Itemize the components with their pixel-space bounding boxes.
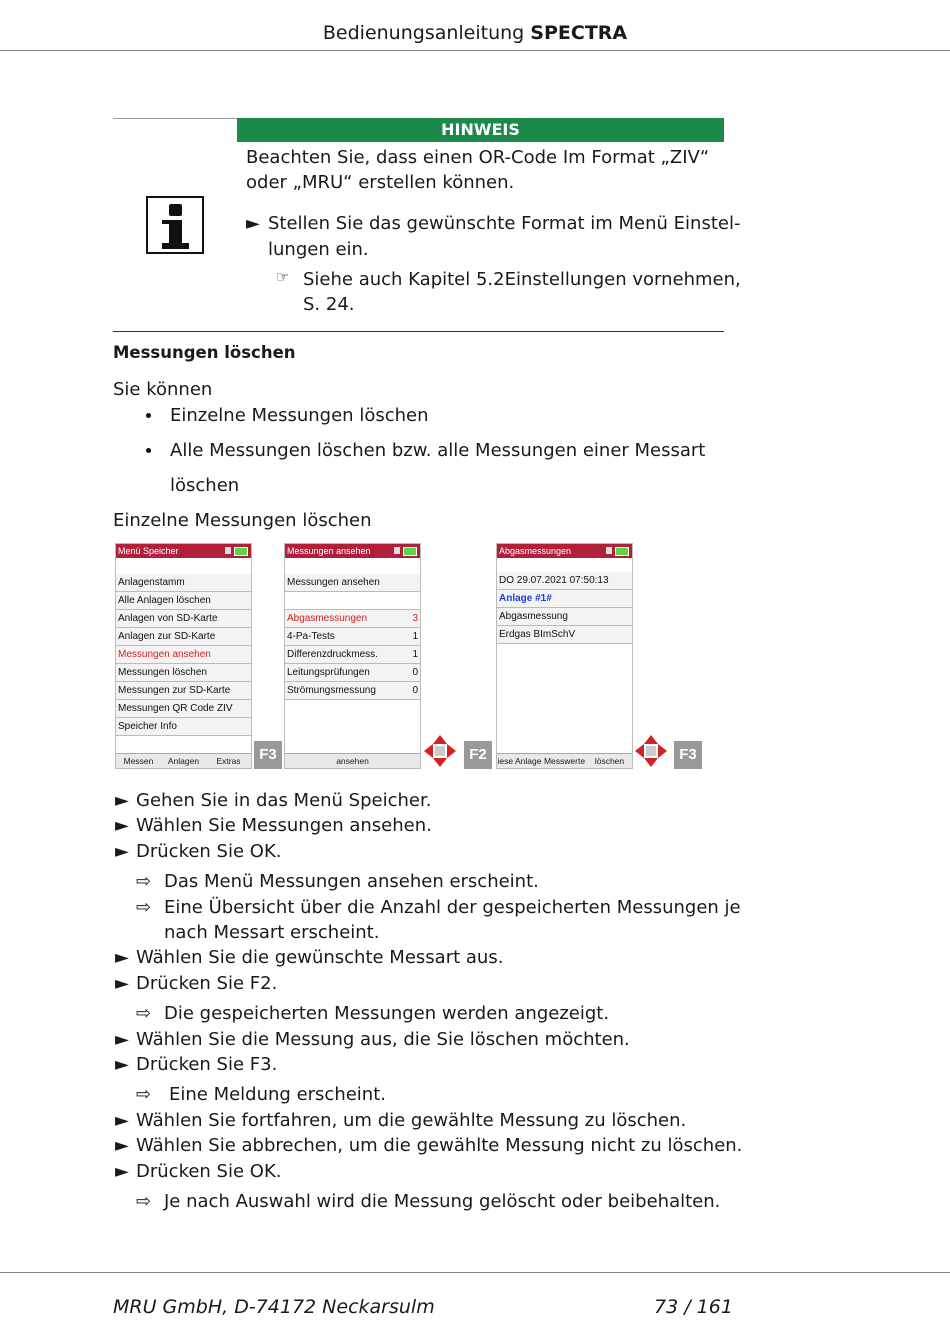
info-icon-dot (169, 204, 182, 216)
battery-icon (403, 547, 417, 556)
bullet-item-1: Einzelne Messungen löschen (170, 405, 429, 426)
softkey-diese-anlage[interactable]: iese Anlage (497, 756, 542, 766)
row-label: Strömungsmessung (287, 685, 376, 696)
result-arrow-icon: ⇨ (136, 1003, 152, 1024)
step-8: Wählen Sie fortfahren, um die gewählte Messung zu löschen. (136, 1110, 687, 1131)
subheading: Einzelne Messungen löschen (113, 510, 372, 531)
navigation-pad-icon (423, 734, 457, 768)
header-product: SPECTRA (530, 22, 628, 44)
result-arrow-icon: ⇨ (136, 871, 152, 892)
row-label: Messungen ansehen (287, 577, 380, 588)
step-2: Wählen Sie Messungen ansehen. (136, 815, 432, 836)
step-7: Drücken Sie F3. (136, 1054, 278, 1075)
menu-item-messungen-ansehen[interactable]: Messungen ansehen (116, 646, 251, 664)
softkey-bar (285, 753, 420, 768)
softkey-loeschen[interactable]: löschen (594, 756, 625, 766)
step-4: Wählen Sie die gewünschte Messart aus. (136, 947, 504, 968)
row-label: 4-Pa-Tests (287, 631, 335, 642)
bullet-dot (146, 448, 151, 453)
running-header (0, 22, 950, 44)
bullet-item-2: Alle Messungen löschen bzw. alle Messungen einer Messart (170, 440, 706, 461)
step-arrow-icon: ► (115, 1054, 129, 1075)
row-count: 1 (412, 631, 418, 642)
list-item-differenzdruck[interactable] (285, 646, 420, 664)
lock-icon (225, 547, 231, 554)
note-top-rule (113, 118, 237, 119)
result-arrow-icon: ⇨ (136, 1191, 152, 1212)
list-item-stroemungsmessung[interactable] (285, 682, 420, 700)
result-2-cont: nach Messart erscheint. (164, 922, 380, 943)
f2-key-icon: F2 (464, 741, 492, 769)
header-prefix: Bedienungsanleitung (322, 22, 531, 44)
screen-title: Menü Speicher (118, 546, 179, 556)
step-arrow-icon: ► (115, 973, 129, 994)
result-3: Die gespeicherten Messungen werden angezeigt. (164, 1003, 610, 1024)
row-count: 3 (412, 613, 418, 624)
section-intro: Sie können (113, 379, 213, 400)
note-action-line-1: Stellen Sie das gewünschte Format im Menü Einstel- (268, 213, 741, 234)
measurement-datetime[interactable]: DO 29.07.2021 07:50:13 (497, 572, 632, 590)
menu-item-messungen-zur-sd[interactable]: Messungen zur SD-Karte (116, 682, 251, 700)
softkey-right[interactable] (375, 754, 420, 768)
row-label: Abgasmessungen (287, 613, 368, 624)
info-icon (146, 196, 204, 254)
step-arrow-icon: ► (115, 947, 129, 968)
f3-key-icon: F3 (254, 741, 282, 769)
step-arrow-icon: ► (115, 1110, 129, 1131)
result-5: Je nach Auswahl wird die Messung gelöscht oder beibehalten. (164, 1191, 721, 1212)
note-ref-line-2: S. 24. (303, 294, 355, 315)
softkey-bar (116, 753, 251, 768)
screen-title: Abgasmessungen (499, 546, 572, 556)
result-2: Eine Übersicht über die Anzahl der gespeicherten Messungen je (164, 897, 741, 918)
result-4: Eine Meldung erscheint. (169, 1084, 386, 1105)
footer-company: MRU GmbH, D-74172 Neckarsulm (113, 1296, 435, 1318)
note-line-1: Beachten Sie, dass einen OR-Code Im Format „ZIV“ (246, 147, 710, 168)
step-9: Wählen Sie abbrechen, um die gewählte Messung nicht zu löschen. (136, 1135, 743, 1156)
softkey-extras[interactable]: Extras (216, 756, 241, 766)
section-heading: Messungen löschen (113, 343, 296, 362)
bullet-dot (146, 413, 151, 418)
step-arrow-icon: ► (115, 790, 129, 811)
step-5: Drücken Sie F2. (136, 973, 278, 994)
list-item-leitungspruefungen[interactable] (285, 664, 420, 682)
row-count: 1 (412, 649, 418, 660)
menu-item-messungen-loeschen[interactable]: Messungen löschen (116, 664, 251, 682)
note-title: HINWEIS (237, 118, 724, 142)
lock-icon (394, 547, 400, 554)
menu-item-anlagen-von-sd[interactable]: Anlagen von SD-Karte (116, 610, 251, 628)
softkey-left[interactable] (285, 754, 330, 768)
note-action-line-2: lungen ein. (268, 239, 369, 260)
row-label: Leitungsprüfungen (287, 667, 370, 678)
battery-icon (615, 547, 629, 556)
note-bottom-rule (113, 331, 724, 332)
row-count: 0 (412, 685, 418, 696)
bullet-item-2-cont: löschen (170, 475, 240, 496)
info-icon-foot (162, 243, 189, 249)
lock-icon (606, 547, 612, 554)
softkey-messwerte[interactable]: Messwerte (543, 756, 586, 766)
step-6: Wählen Sie die Messung aus, die Sie löschen möchten. (136, 1029, 630, 1050)
step-10: Drücken Sie OK. (136, 1161, 282, 1182)
device-screen-menu-speicher (115, 543, 252, 769)
screen-title-bar (116, 544, 251, 558)
softkey-ansehen[interactable]: ansehen (336, 756, 369, 766)
header-divider (0, 50, 950, 51)
row-count: 0 (412, 667, 418, 678)
navigation-pad-icon (634, 734, 668, 768)
list-item-4pa-tests[interactable] (285, 628, 420, 646)
menu-item-speicher-info[interactable]: Speicher Info (116, 718, 251, 736)
result-arrow-icon: ⇨ (136, 1084, 152, 1105)
battery-icon (234, 547, 248, 556)
menu-item-messungen-qr[interactable]: Messungen QR Code ZIV (116, 700, 251, 718)
menu-item-anlagen-zur-sd[interactable]: Anlagen zur SD-Karte (116, 628, 251, 646)
measurement-anlage: Anlage #1# (497, 590, 632, 608)
note-arrow-icon: ► (246, 213, 260, 234)
result-1: Das Menü Messungen ansehen erscheint. (164, 871, 539, 892)
measurement-type: Abgasmessung (497, 608, 632, 626)
softkey-messen[interactable]: Messen (123, 756, 154, 766)
screen-title-bar (285, 544, 420, 558)
note-line-2: oder „MRU“ erstellen können. (246, 172, 515, 193)
list-header (285, 574, 420, 592)
note-ref-line-1: Siehe auch Kapitel 5.2Einstellungen vornehmen, (303, 269, 741, 290)
result-arrow-icon: ⇨ (136, 897, 152, 918)
step-3: Drücken Sie OK. (136, 841, 282, 862)
step-arrow-icon: ► (115, 1029, 129, 1050)
screen-title-bar (497, 544, 632, 558)
footer-page-number: 73 / 161 (654, 1296, 733, 1318)
device-screen-abgasmessungen (496, 543, 633, 769)
step-arrow-icon: ► (115, 815, 129, 836)
list-spacer (285, 592, 420, 610)
step-arrow-icon: ► (115, 841, 129, 862)
menu-item-anlagenstamm[interactable]: Anlagenstamm (116, 574, 251, 592)
menu-item-alle-anlagen-loeschen[interactable]: Alle Anlagen löschen (116, 592, 251, 610)
pointing-hand-icon: ☞ (276, 268, 290, 286)
row-label: Differenzdruckmess. (287, 649, 378, 660)
device-screen-messungen-ansehen (284, 543, 421, 769)
f3-key-icon: F3 (674, 741, 702, 769)
info-icon-stem (169, 220, 182, 245)
screen-title: Messungen ansehen (287, 546, 371, 556)
measurement-fuel: Erdgas BImSchV (497, 626, 632, 644)
softkey-bar (497, 753, 632, 768)
step-arrow-icon: ► (115, 1161, 129, 1182)
footer-divider (0, 1272, 950, 1273)
softkey-anlagen[interactable]: Anlagen (167, 756, 200, 766)
list-item-abgasmessungen[interactable] (285, 610, 420, 628)
step-1: Gehen Sie in das Menü Speicher. (136, 790, 432, 811)
step-arrow-icon: ► (115, 1135, 129, 1156)
